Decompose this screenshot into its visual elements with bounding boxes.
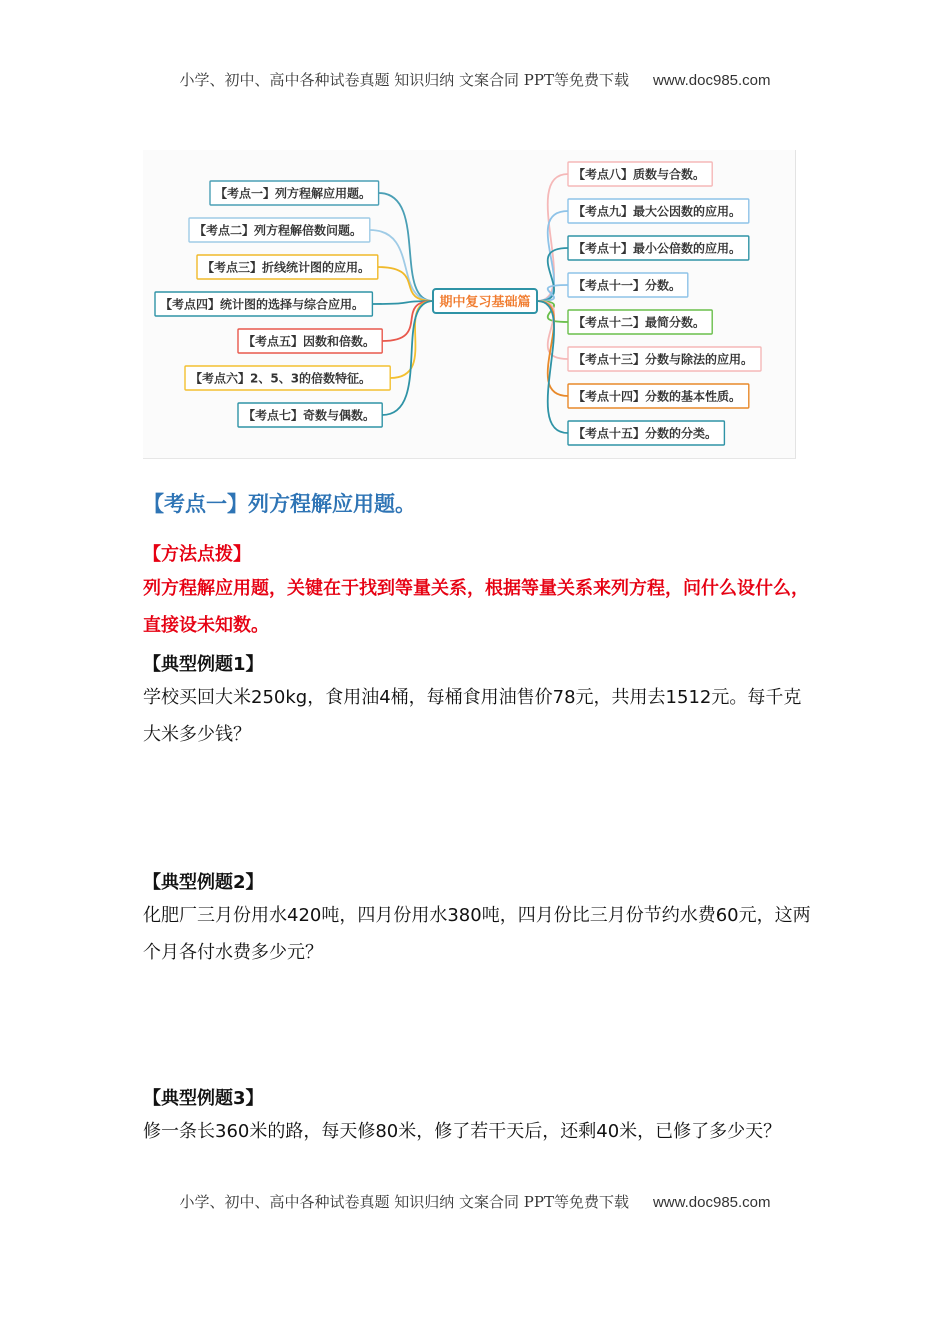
mindmap-node-label: 【考点二】列方程解倍数问题。: [194, 223, 363, 238]
method-text: 列方程解应用题，关键在于找到等量关系，根据等量关系来列方程，问什么设什么，直接设未知数。: [143, 578, 809, 636]
page-footer: [0, 1191, 950, 1212]
mindmap-node-label: 【考点一】列方程解应用题。: [215, 186, 372, 201]
header-text: 小学、初中、高中各种试卷真题 知识归纳 文案合同 PPT等免费下载: [179, 71, 629, 89]
example-2-title: 【典型例题2】: [143, 872, 264, 893]
example-3-text: 修一条长360米的路，每天修80米，修了若干天后，还剩40米，已修了多少天？: [143, 1121, 782, 1142]
mindmap-node-label: 【考点九】最大公因数的应用。: [573, 204, 742, 219]
mindmap-link-left: [382, 301, 433, 341]
mindmap-link-left: [370, 230, 433, 301]
mindmap-node-label: 【考点十一】分数。: [573, 278, 682, 293]
mindmap-node-label: 【考点三】折线统计图的应用。: [202, 260, 371, 275]
page-header: [0, 69, 950, 90]
mindmap-node-label: 【考点六】2、5、3的倍数特征。: [190, 371, 372, 386]
mindmap-node-label: 【考点十二】最简分数。: [573, 315, 706, 330]
mindmap-node-label: 【考点七】奇数与偶数。: [243, 408, 376, 423]
mind-map-svg: [143, 150, 795, 458]
header-site: www.doc985.com: [652, 72, 771, 89]
footer-site: www.doc985.com: [652, 1194, 771, 1211]
mindmap-node-label: 【考点八】质数与合数。: [573, 167, 706, 182]
mindmap-node-label: 【考点十五】分数的分类。: [573, 426, 718, 441]
mindmap-node-label: 【考点四】统计图的选择与综合应用。: [160, 297, 365, 312]
method-title: 【方法点拨】: [143, 544, 251, 565]
mindmap-link-left: [378, 267, 433, 301]
mindmap-node-label: 【考点十三】分数与除法的应用。: [573, 352, 754, 367]
mindmap-node-label: 【考点十四】分数的基本性质。: [573, 389, 742, 404]
example-1-text: 学校买回大米250kg，食用油4桶，每桶食用油售价78元，共用去1512元。每千克大米多少钱？: [143, 687, 802, 745]
mind-map: [143, 150, 796, 459]
mindmap-node-label: 【考点十】最小公倍数的应用。: [573, 241, 742, 256]
mindmap-center-label: 期中复习基础篇: [439, 295, 531, 310]
mindmap-node-label: 【考点五】因数和倍数。: [243, 334, 376, 349]
mindmap-link-left: [379, 193, 433, 301]
example-1-title: 【典型例题1】: [143, 654, 264, 675]
footer-text: 小学、初中、高中各种试卷真题 知识归纳 文案合同 PPT等免费下载: [179, 1193, 629, 1211]
section-title: 【考点一】列方程解应用题。: [143, 492, 416, 516]
example-3-title: 【典型例题3】: [143, 1088, 264, 1109]
mindmap-link-left: [382, 301, 433, 415]
example-2-text: 化肥厂三月份用水420吨，四月份用水380吨，四月份比三月份节约水费60元，这两个月各付水费多少元？: [143, 905, 811, 963]
